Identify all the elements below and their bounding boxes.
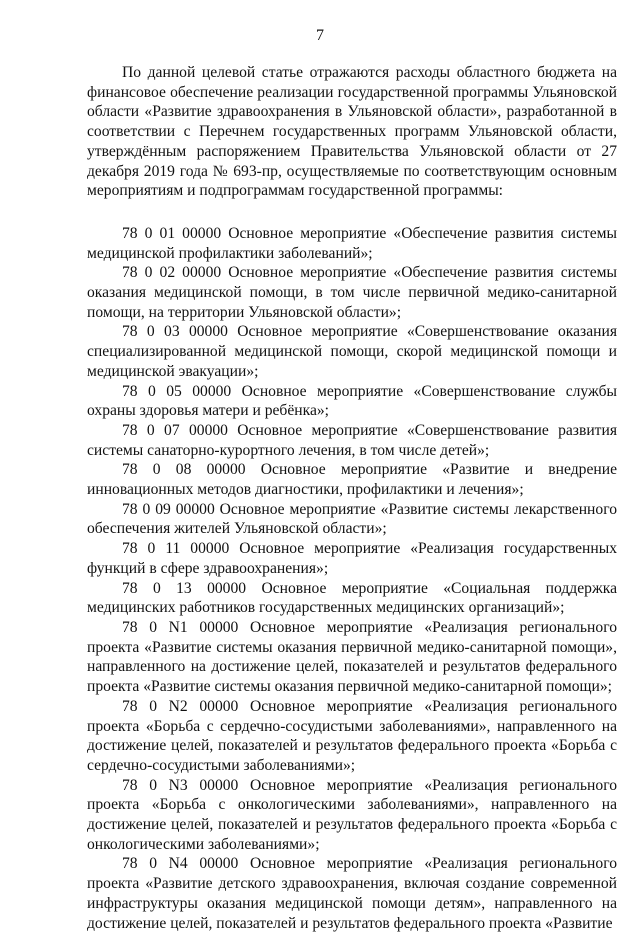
list-item: 78 0 N3 00000 Основное мероприятие «Реализация регионального проекта «Борьба с онкологическими заболеваниями», направленного на достижение целей, показателей и результатов федерального проекта «Борьба с онкологическими заболеваниями»; [87,776,617,853]
list-item: 78 0 07 00000 Основное мероприятие «Совершенствование развития системы санаторно-курортного лечения, в том числе детей»; [87,421,617,459]
page-number: 7 [316,27,324,44]
list-item: 78 0 N1 00000 Основное мероприятие «Реализация регионального проекта «Развитие системы оказания первичной медико-санитарной помощи», направленного на достижение целей, показателей и результатов федерального проекта «Развитие системы оказания первичной медико-санитарной помощи»; [87,618,617,696]
list-item: 78 0 13 00000 Основное мероприятие «Социальная поддержка медицинских работников государственных медицинских организаций»; [87,579,617,617]
list-item: 78 0 N4 00000 Основное мероприятие «Реализация регионального проекта «Развитие детского здравоохранения, включая создание современной инфраструктуры оказания медицинской помощи детям», направленного на достижение целей, показателей и результатов федерального проекта «Развитие [87,855,617,932]
list-item: 78 0 N2 00000 Основное мероприятие «Реализация регионального проекта «Борьба с сердечно-сосудистыми заболеваниями», направленного на достижение целей, показателей и результатов федерального проекта «Борьба с сердечно-сосудистыми заболеваниями»; [87,697,617,774]
document-body [87,63,617,933]
list-item: 78 0 09 00000 Основное мероприятие «Развитие системы лекарственного обеспечения жителей Ульяновской области»; [87,500,617,538]
list-item: 78 0 05 00000 Основное мероприятие «Совершенствование службы охраны здоровья матери и ребёнка»; [87,382,617,420]
list-item: 78 0 03 00000 Основное мероприятие «Совершенствование оказания специализированной медицинской помощи, скорой медицинской помощи и медицинской эвакуации»; [87,323,617,380]
intro-paragraph: По данной целевой статье отражаются расходы областного бюджета на финансовое обеспечение реализации государственной программы Ульяновской области «Развитие здравоохранения в Ульяновской области», разработанной в соответствии с Перечнем государственных программ Ульяновской области, утверждённым распоряжением Правительства Ульяновской области от 27 декабря 2019 года № 693-пр, осуществляемые по соответствующим основным мероприятиям и подпрограммам государственной программы: [87,64,617,200]
list-item: 78 0 08 00000 Основное мероприятие «Развитие и внедрение инновационных методов диагностики, профилактики и лечения»; [87,461,617,499]
list-item: 78 0 11 00000 Основное мероприятие «Реализация государственных функций в сфере здравоохранения»; [87,540,617,577]
list-item: 78 0 01 00000 Основное мероприятие «Обеспечение развития системы медицинской профилактики заболеваний»; [87,224,617,262]
list-item: 78 0 02 00000 Основное мероприятие «Обеспечение развития системы оказания медицинской помощи, в том числе первичной медико-санитарной помощи, на территории Ульяновской области»; [87,264,617,321]
